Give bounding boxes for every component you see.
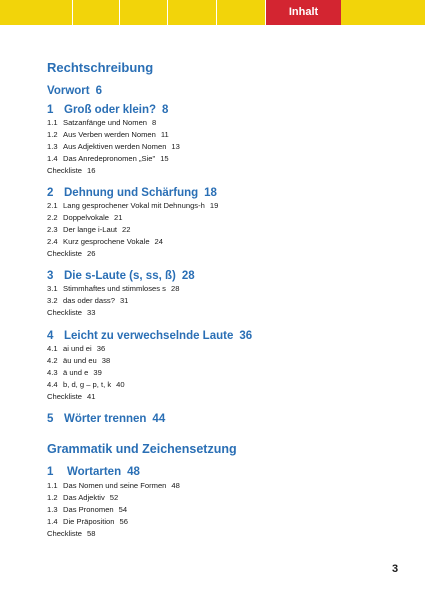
section-title-rechtschreibung: Rechtschreibung — [47, 60, 154, 75]
item-label: das oder dass? — [63, 296, 115, 305]
item-number: 1.1 — [47, 118, 58, 127]
chapter-page: 18 — [204, 187, 217, 199]
toc-chapter[interactable] — [47, 466, 140, 478]
toc-item-checkliste[interactable] — [47, 308, 95, 317]
item-number: 1.3 — [47, 142, 58, 151]
toc-item[interactable] — [47, 344, 105, 353]
toc-item[interactable] — [47, 201, 218, 210]
item-number: 1.4 — [47, 517, 58, 526]
chapter-title: Leicht zu verwechselnde Laute — [64, 330, 234, 342]
header-segment — [73, 0, 120, 25]
toc-item-checkliste[interactable] — [47, 529, 95, 538]
item-number: 4.2 — [47, 356, 58, 365]
header-bar — [0, 0, 425, 25]
item-page: 58 — [87, 529, 96, 538]
toc-item[interactable] — [47, 118, 156, 127]
chapter-number: 2 — [47, 187, 54, 199]
section-title-grammatik: Grammatik und Zeichensetzung — [47, 442, 237, 456]
item-label: Checkliste — [47, 166, 83, 175]
item-page: 54 — [118, 505, 128, 514]
item-label: Aus Adjektiven werden Nomen — [63, 142, 167, 151]
item-page: 15 — [160, 154, 169, 163]
toc-item[interactable] — [47, 493, 118, 502]
item-label: ä und e — [63, 368, 89, 377]
toc-item[interactable] — [47, 380, 125, 389]
item-label: Satzanfänge und Nomen — [63, 118, 148, 127]
item-page: 11 — [160, 130, 169, 139]
toc-item[interactable] — [47, 130, 169, 139]
item-page: 33 — [87, 308, 96, 317]
chapter-number: 1 — [47, 466, 54, 478]
item-number: 4.1 — [47, 344, 58, 353]
chapter-number: 5 — [47, 413, 54, 425]
item-label: Checkliste — [47, 308, 83, 317]
item-page: 21 — [114, 213, 123, 222]
item-page: 48 — [171, 481, 180, 490]
item-label: Checkliste — [47, 529, 83, 538]
item-page: 56 — [119, 517, 128, 526]
item-number: 1.4 — [47, 154, 58, 163]
toc-item-checkliste[interactable] — [47, 249, 95, 258]
chapter-page: 36 — [239, 330, 253, 342]
toc-item[interactable] — [47, 481, 180, 490]
header-segment — [0, 0, 73, 25]
toc-chapter[interactable] — [47, 413, 165, 425]
toc-item[interactable] — [47, 154, 169, 163]
item-page: 24 — [154, 237, 163, 246]
toc-chapter[interactable] — [47, 187, 217, 199]
item-page: 26 — [87, 249, 96, 258]
vorwort-label: Vorwort — [47, 85, 90, 97]
item-page: 8 — [152, 118, 157, 127]
item-label: Checkliste — [47, 249, 83, 258]
item-label: Lang gesprochener Vokal mit Dehnungs-h — [63, 201, 205, 210]
item-number: 4.3 — [47, 368, 58, 377]
tab-inhalt[interactable]: Inhalt — [266, 0, 341, 25]
item-label: Das Anredepronomen „Sie" — [63, 154, 156, 163]
chapter-title: Dehnung und Schärfung — [64, 187, 199, 199]
item-label: Die Präposition — [63, 517, 115, 526]
toc-item[interactable] — [47, 517, 128, 526]
chapter-title: Groß oder klein? — [64, 104, 157, 116]
toc-item[interactable] — [47, 356, 110, 365]
toc-vorwort[interactable] — [47, 85, 102, 97]
item-page: 31 — [119, 296, 129, 305]
item-label: ai und ei — [63, 344, 92, 353]
item-label: Aus Verben werden Nomen — [63, 130, 156, 139]
item-page: 40 — [116, 380, 125, 389]
chapter-page: 48 — [127, 466, 140, 478]
chapter-title: Die s-Laute (s, ss, ß) — [64, 270, 176, 282]
item-number: 4.4 — [47, 380, 58, 389]
item-number: 2.1 — [47, 201, 58, 210]
chapter-number: 4 — [47, 330, 54, 342]
toc-item[interactable] — [47, 213, 122, 222]
item-page: 39 — [93, 368, 102, 377]
header-segment — [217, 0, 266, 25]
chapter-page: 8 — [162, 104, 169, 116]
item-page: 28 — [170, 284, 180, 293]
item-page: 16 — [87, 166, 96, 175]
toc-item[interactable] — [47, 368, 102, 377]
item-page: 22 — [122, 225, 131, 234]
toc-item[interactable] — [47, 296, 128, 305]
toc-item[interactable] — [47, 505, 127, 514]
toc-item[interactable] — [47, 225, 131, 234]
item-page: 13 — [171, 142, 180, 151]
toc-item[interactable] — [47, 142, 180, 151]
item-label: Der lange i-Laut — [63, 225, 118, 234]
item-label: Das Pronomen — [63, 505, 114, 514]
chapter-page: 28 — [181, 270, 195, 282]
item-number: 3.2 — [47, 296, 58, 305]
item-page: 38 — [101, 356, 111, 365]
item-label: äu und eu — [63, 356, 97, 365]
chapter-page: 44 — [152, 413, 166, 425]
item-number: 1.2 — [47, 493, 58, 502]
chapter-title: Wörter trennen — [64, 413, 147, 425]
item-page: 41 — [87, 392, 96, 401]
item-number: 1.1 — [47, 481, 58, 490]
toc-item-checkliste[interactable] — [47, 166, 95, 175]
item-page: 36 — [96, 344, 106, 353]
item-number: 2.3 — [47, 225, 58, 234]
item-label: Checkliste — [47, 392, 83, 401]
chapter-title: Wortarten — [67, 466, 122, 478]
chapter-number: 3 — [47, 270, 54, 282]
item-page: 52 — [109, 493, 119, 502]
item-label: Doppelvokale — [63, 213, 110, 222]
page-number: 3 — [392, 563, 399, 575]
item-label: b, d, g – p, t, k — [63, 380, 112, 389]
toc-chapter[interactable] — [47, 270, 195, 282]
toc-item-checkliste[interactable] — [47, 392, 95, 401]
toc-item[interactable] — [47, 284, 179, 293]
item-number: 2.4 — [47, 237, 58, 246]
item-number: 3.1 — [47, 284, 58, 293]
item-number: 1.2 — [47, 130, 58, 139]
item-number: 1.3 — [47, 505, 58, 514]
toc-chapter[interactable] — [47, 330, 252, 342]
item-label: Das Adjektiv — [63, 493, 105, 502]
toc-chapter[interactable] — [47, 104, 168, 116]
item-number: 2.2 — [47, 213, 58, 222]
header-segment — [168, 0, 217, 25]
header-segment — [120, 0, 168, 25]
item-label: Stimmhaftes und stimmloses s — [63, 284, 166, 293]
toc-item[interactable] — [47, 237, 163, 246]
item-label: Das Nomen und seine Formen — [63, 481, 167, 490]
item-page: 19 — [209, 201, 219, 210]
vorwort-page: 6 — [95, 85, 102, 97]
item-label: Kurz gesprochene Vokale — [63, 237, 150, 246]
chapter-number: 1 — [47, 104, 54, 116]
